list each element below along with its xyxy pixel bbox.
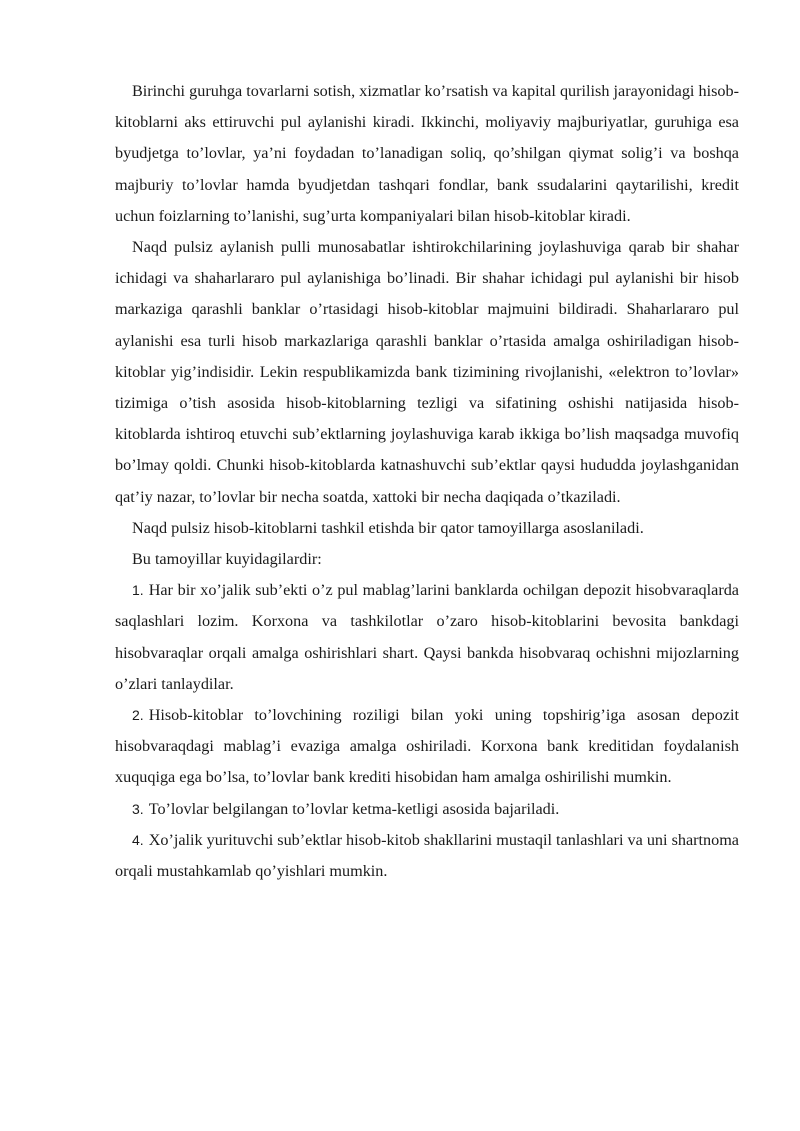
paragraph-cashless-circulation: Naqd pulsiz aylanish pulli munosabatlar ishtirokchilarining joylashuviga qarab bir shahar ichidagi va shaharlararo pul aylanishiga bo’linadi. Bir shahar ichidagi pul aylanishi bir hisob markaziga qarashli banklar o’rtasidagi hisob-kitoblar majmuini bildiradi. Shaharlararo pul aylanishi esa turli hisob markazlariga qarashli banklar o’rtasida amalga oshiriladigan hisob-kitoblar yig’indisidir. Lekin respublikamizda bank tizimining rivojlanishi, «elektron to’lovlar» tizimiga o’tish asosida hisob-kitoblarning tezligi va sifatining oshishi natijasida hisob-kitoblarda ishtiroq etuvchi sub’ektlarning joylashuviga karab ikkiga bo’lish maqsadga muvofiq bo’lmay qoldi. Chunki hisob-kitoblarda katnashuvchi sub’ektlar qaysi hududda joylashganidan qat’iy nazar, to’lovlar bir necha soatda, xattoki bir necha daqiqada o’tkaziladi. — [115, 238, 739, 506]
paragraph-principles-intro: Naqd pulsiz hisob-kitoblarni tashkil etishda bir qator tamoyillarga asoslaniladi. — [132, 518, 644, 537]
list-item — [115, 825, 739, 887]
list-item — [115, 575, 739, 700]
list-item-text: Hisob-kitoblar to’lovchining roziligi bilan yoki uning topshirig’iga asosan depozit hisobvaraqdagi mablag’i evaziga amalga oshiriladi. Korxona bank kreditidan foydalanish xuquqiga ega bo’lsa, to’lovlar bank krediti hisobidan ham amalga oshirilishi mumkin. — [115, 706, 739, 787]
list-item — [115, 794, 739, 825]
list-item-text: Har bir xo’jalik sub’ekti o’z pul mablag’larini banklarda ochilgan depozit hisobvaraqlarda saqlashlari lozim. Korxona va tashkilotlar o’zaro hisob-kitoblarini bevosita bankdagi hisobvaraqlar orqali amalga oshirishlari shart. Qaysi bankda hisobvaraq ochishni mijozlarning o’zlari tanlaydilar. — [115, 581, 739, 693]
list-item-number: 2. — [132, 707, 144, 724]
list-item-number: 4. — [132, 831, 144, 848]
list-item-number: 1. — [132, 582, 144, 599]
list-item-text: To’lovlar belgilangan to’lovlar ketma-ketligi asosida bajariladi. — [148, 799, 560, 818]
list-item-number: 3. — [132, 800, 144, 817]
list-item — [115, 700, 739, 794]
paragraph-payment-groups: Birinchi guruhga tovarlarni sotish, xizmatlar ko’rsatish va kapital qurilish jarayonidagi hisob-kitoblarni aks ettiruvchi pul aylanishi kiradi. Ikkinchi, moliyaviy majburiyatlar, guruhiga esa byudjetga to’lovlar, ya’ni foydadan to’lanadigan soliq, qo’shilgan qiymat solig’i va boshqa majburiy to’lovlar hamda byudjetdan tashqari fondlar, bank ssudalarini qaytarilishi, kredit uchun foizlarning to’lanishi, sug’urta kompaniyalari bilan hisob-kitoblar kiradi. — [115, 82, 739, 225]
principles-list — [115, 575, 739, 887]
document-page — [115, 76, 739, 887]
list-item-text: Xo’jalik yurituvchi sub’ektlar hisob-kitob shakllarini mustaqil tanlashlari va uni shartnoma orqali mustahkamlab qo’yishlari mumkin. — [115, 830, 739, 881]
paragraph-principles-lead: Bu tamoyillar kuyidagilardir: — [132, 550, 322, 569]
